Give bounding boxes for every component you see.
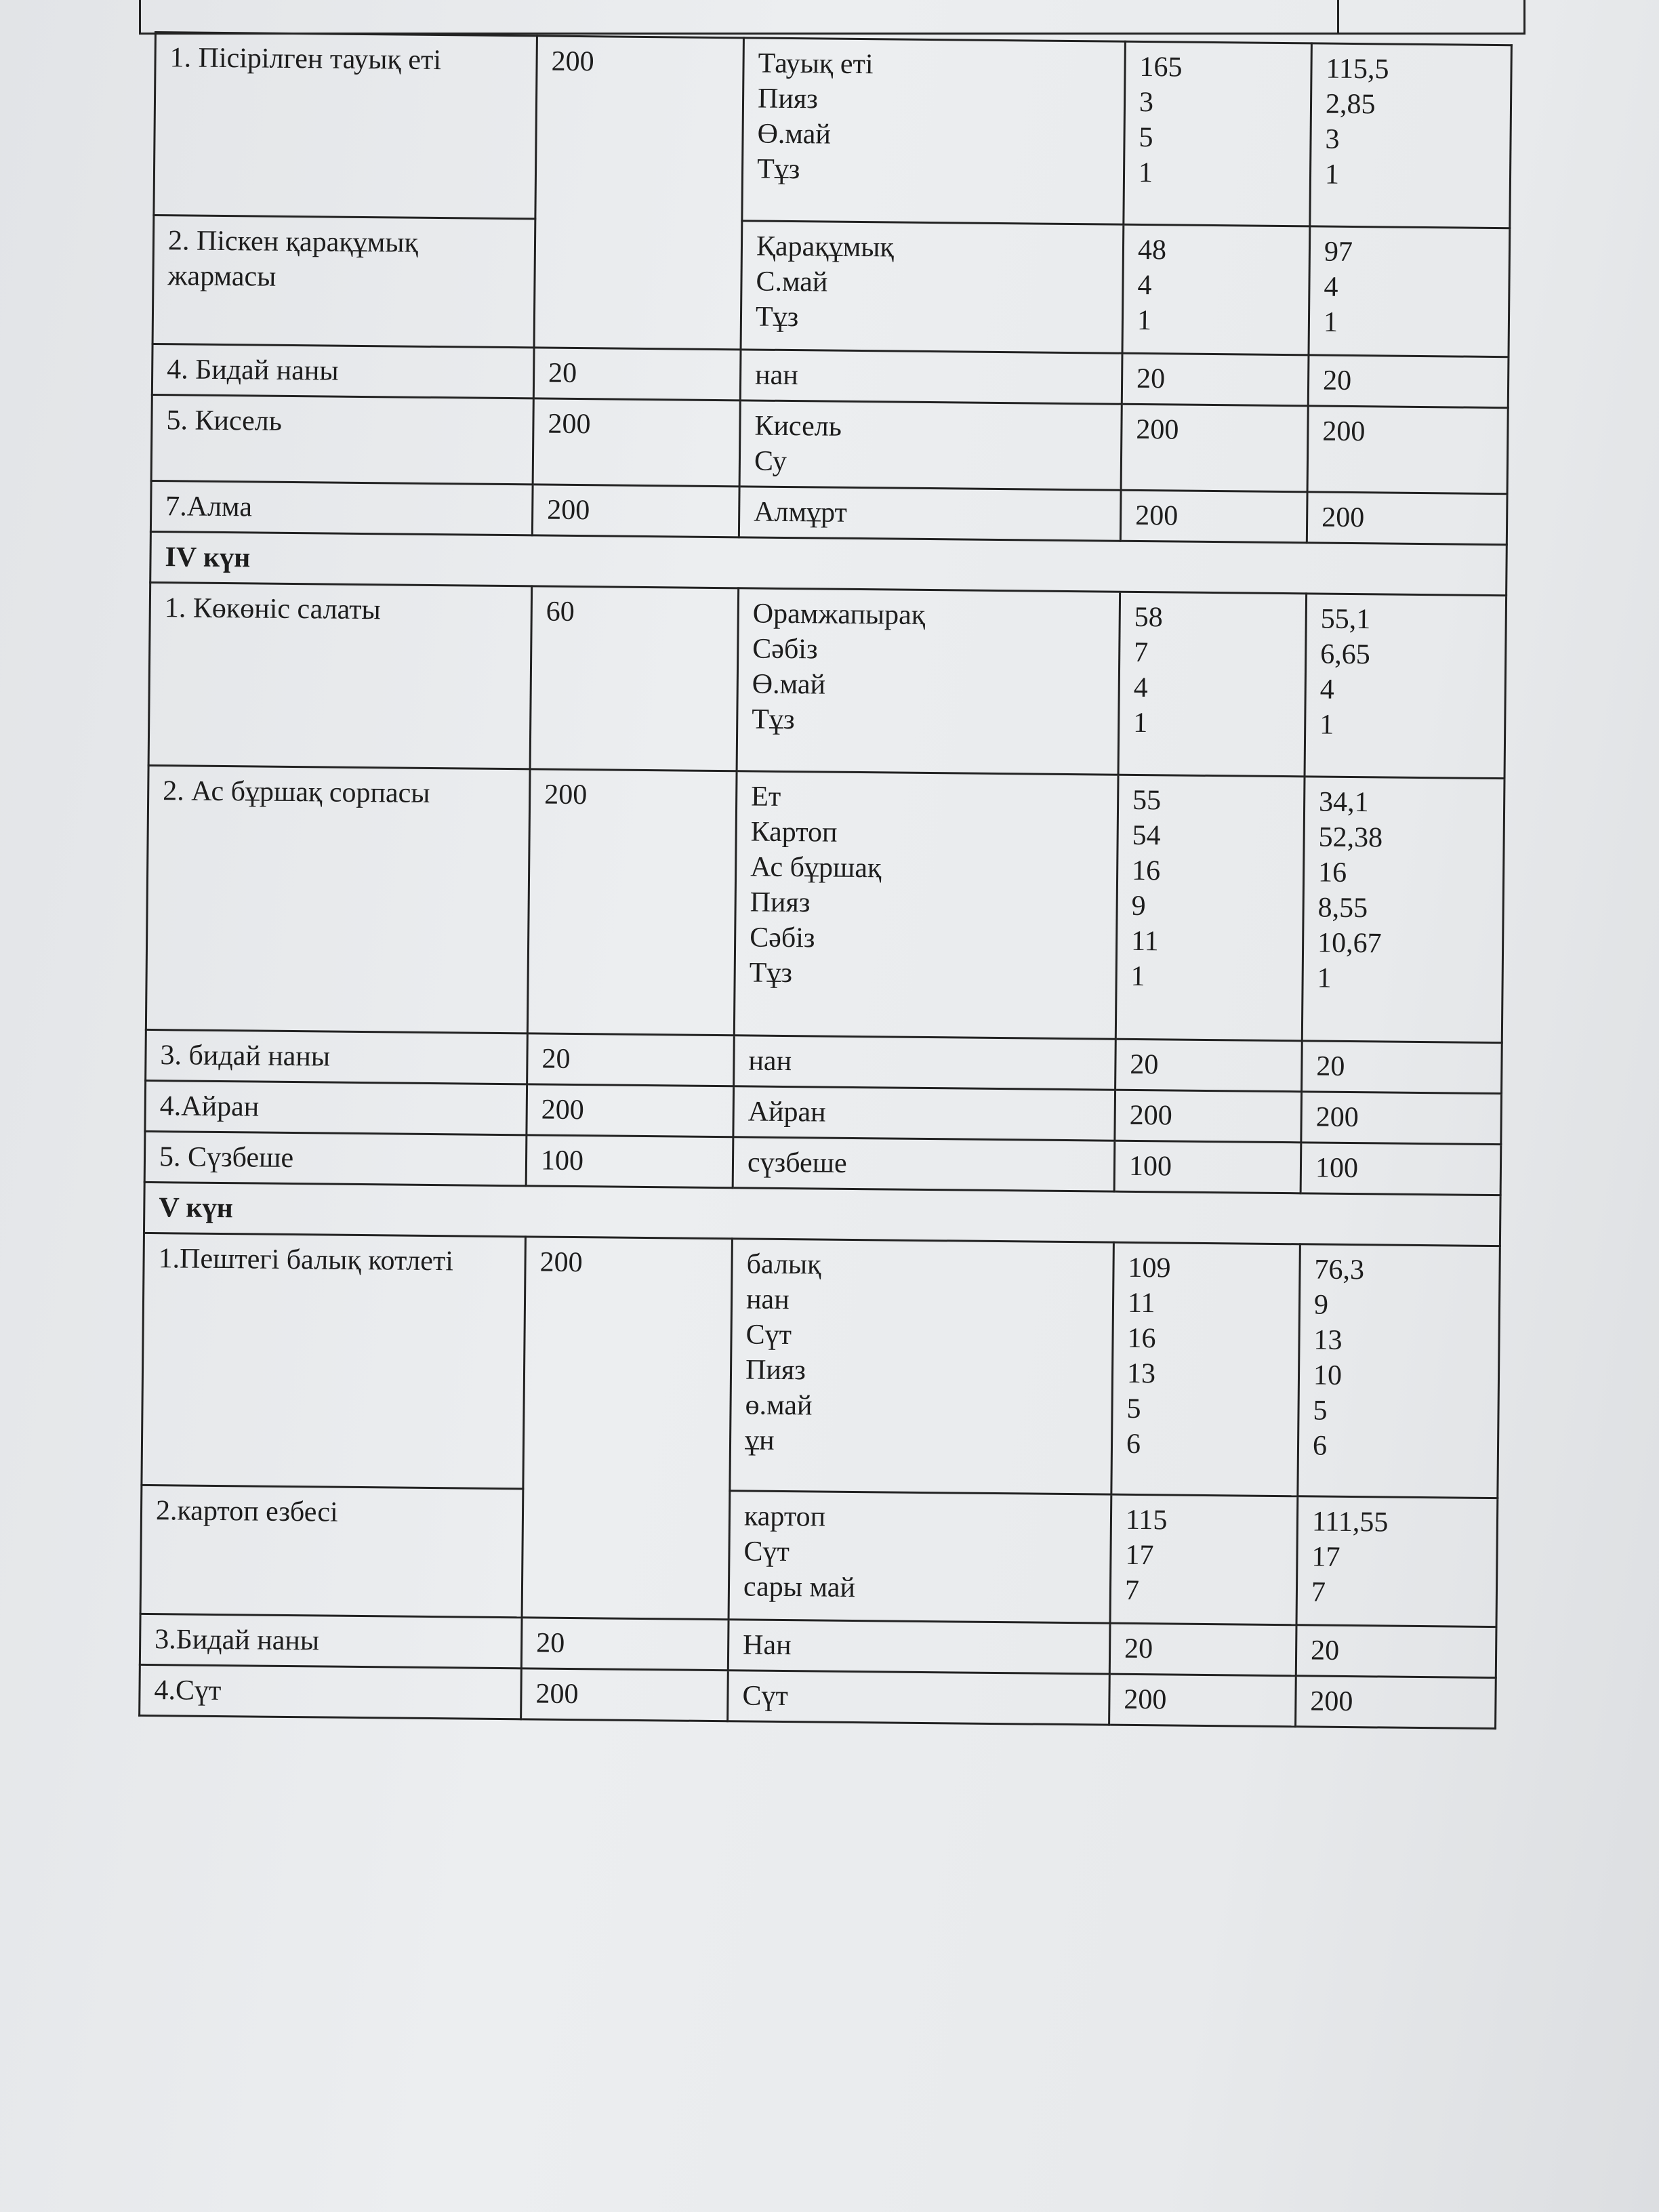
portion-cell: 60 [530,586,739,771]
dish-row [154,33,1511,228]
dish-name: 3. бидай наны [146,1029,528,1084]
menu-table-body [140,33,1512,1729]
gross-weight-list: 200 [1120,490,1307,543]
portion-cell: 200 [527,1084,734,1137]
dish-row [148,582,1506,778]
net-weight-list: 100 [1300,1143,1501,1195]
gross-weight-list: 58 7 4 1 [1118,592,1307,777]
net-weight-list: 76,3 9 13 10 5 6 [1298,1244,1500,1498]
net-weight-list: 97 4 1 [1309,226,1510,357]
ingredient-list: нан [740,350,1122,404]
portion-cell: 200 [527,769,737,1036]
portion-cell: 100 [526,1135,733,1188]
ingredient-list: картоп Сүт сары май [729,1491,1111,1623]
portion-cell: 20 [533,348,741,401]
day-header: IV күн [150,531,1507,595]
net-weight-list: 200 [1307,406,1508,494]
net-weight-list: 111,55 17 7 [1296,1496,1498,1627]
gross-weight-list: 200 [1115,1090,1302,1143]
dish-row [152,216,1510,357]
dish-name: 4.Сүт [140,1664,522,1719]
dish-row [146,765,1504,1042]
net-weight-list: 34,1 52,38 16 8,55 10,67 1 [1302,777,1504,1043]
dish-name: 5. Сүзбеше [144,1131,527,1185]
gross-weight-list: 20 [1115,1039,1303,1092]
portion-cell: 200 [532,485,739,537]
gross-weight-list: 165 3 5 1 [1124,41,1312,226]
dish-name: 1.Пештегі балық котлеті [142,1233,526,1488]
portion-cell: 200 [521,1668,729,1721]
portion-cell: 200 [534,36,743,350]
ingredient-list: Айран [733,1086,1115,1141]
net-weight-list: 20 [1296,1625,1496,1678]
portion-cell: 20 [527,1033,735,1086]
ingredient-list: Нан [728,1620,1110,1674]
dish-name: 1. Көкөніс салаты [148,582,532,769]
menu-table [138,31,1513,1729]
portion-cell: 200 [533,398,740,487]
net-weight-list: 20 [1308,355,1509,408]
ingredient-list: нан [734,1036,1116,1090]
ingredient-list: балық нан Сүт Пияз ө.май ұн [730,1239,1114,1494]
ingredient-list: Сүт [728,1671,1110,1725]
dish-name: 4. Бидай наны [152,344,534,398]
gross-weight-list: 200 [1121,404,1308,492]
dish-name: 2. Піскен қарақұмық жармасы [152,216,535,348]
portion-cell: 200 [522,1237,732,1620]
dish-row [151,394,1508,493]
dish-name: 7.Алма [150,480,533,535]
dish-name: 5. Кисель [151,394,533,484]
gross-weight-list: 55 54 16 9 11 1 [1115,775,1305,1041]
dish-row [142,1233,1500,1498]
gross-weight-list: 20 [1109,1623,1296,1676]
dish-row [140,1485,1498,1626]
gross-weight-list: 48 4 1 [1122,224,1310,355]
ingredient-list: Ет Картоп Ас бұршақ Пияз Сәбіз Тұз [734,771,1118,1039]
gross-weight-list: 100 [1114,1141,1301,1193]
net-weight-list: 20 [1302,1041,1502,1094]
gross-weight-list: 115 17 7 [1110,1494,1298,1625]
dish-name: 1. Пісірілген тауық еті [154,33,537,219]
net-weight-list: 55,1 6,65 4 1 [1305,594,1507,779]
net-weight-list: 115,5 2,85 3 1 [1310,43,1512,228]
ingredient-list: Тауық еті Пияз Ө.май Тұз [742,38,1126,224]
net-weight-list: 200 [1301,1092,1502,1145]
previous-table-edge [139,0,1525,35]
dish-name: 4.Айран [145,1080,527,1134]
ingredient-list: сүзбеше [733,1137,1115,1191]
net-weight-list: 200 [1296,1676,1496,1729]
gross-weight-list: 20 [1122,353,1309,406]
gross-weight-list: 109 11 16 13 5 6 [1111,1242,1300,1496]
ingredient-list: Кисель Су [739,401,1122,490]
day-header: V күн [144,1182,1500,1246]
gross-weight-list: 200 [1109,1674,1296,1727]
ingredient-list: Қарақұмық С.май Тұз [741,221,1124,353]
ingredient-list: Алмұрт [739,487,1121,541]
net-weight-list: 200 [1307,492,1507,545]
dish-name: 2.картоп езбесі [140,1485,523,1617]
dish-name: 3.Бидай наны [140,1614,522,1668]
dish-name: 2. Ас бұршақ сорпасы [146,765,530,1033]
ingredient-list: Орамжапырақ Сәбіз Ө.май Тұз [737,588,1120,775]
portion-cell: 20 [521,1618,729,1671]
